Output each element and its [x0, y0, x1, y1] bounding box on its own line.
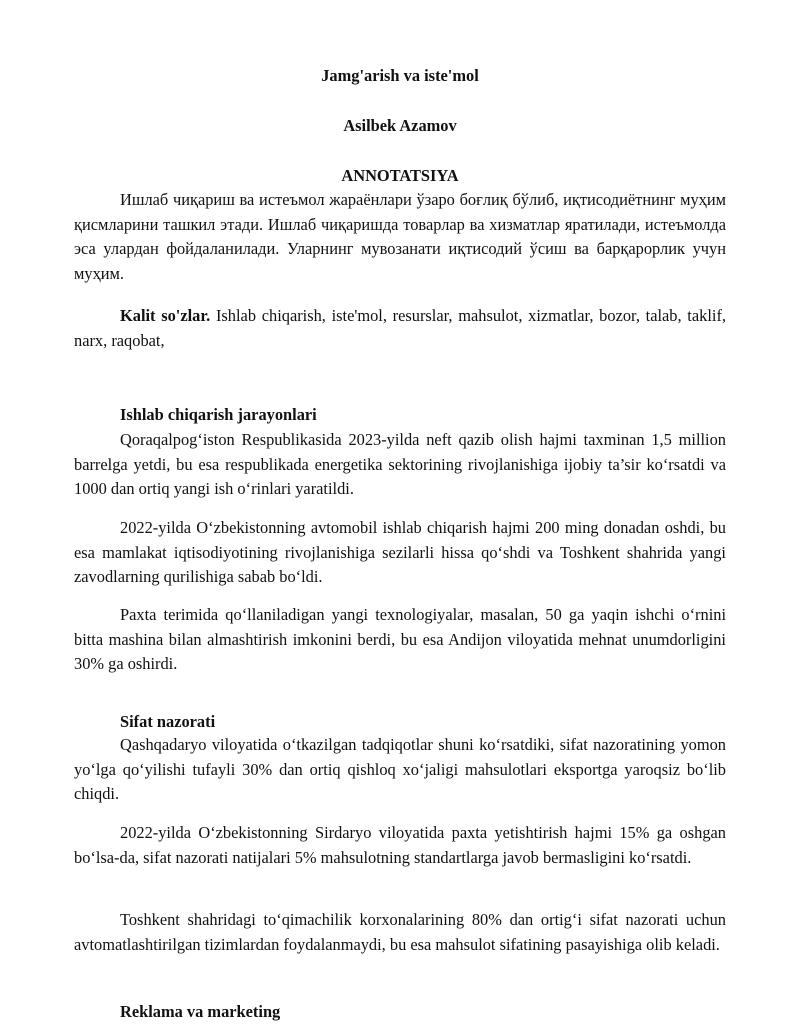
keywords-paragraph — [74, 304, 726, 353]
keywords-label: Kalit so'zlar. — [120, 306, 211, 325]
section-paragraph: Paxta terimida qo‘llaniladigan yangi texnologiyalar, masalan, 50 ga yaqin ishchi o‘rnini bitta mashina bilan almashtirish imkonini berdi, bu esa Andijon viloyatida mehnat unumdorligini 30% ga oshirdi. — [74, 605, 726, 673]
abstract-heading: ANNOTATSIYA — [341, 166, 459, 185]
section-paragraph: 2022-yilda O‘zbekistonning avtomobil ishlab chiqarish hajmi 200 ming donadan oshdi, bu esa mamlakat iqtisodiyotining rivojlanishiga sezilarli hissa qo‘shdi va Toshkent shahrida yangi zavodlarning qurilishiga sabab bo‘ldi. — [74, 518, 726, 586]
section-paragraph: Qashqadaryo viloyatida o‘tkazilgan tadqiqotlar shuni ko‘rsatdiki, sifat nazoratining yomon yo‘lga qo‘yilishi tufayli 30% dan ortiq qishloq xo‘jaligi mahsulotlari eksportga yaroqsiz bo‘lib chiqdi. — [74, 735, 726, 803]
section-paragraph: Qoraqalpog‘iston Respublikasida 2023-yilda neft qazib olish hajmi taxminan 1,5 million barrelga yetdi, bu esa respublikada energetika sektorining rivojlanishiga ijobiy ta’sir ko‘rsatdi va 1000 dan ortiq yangi ish o‘rinlari yaratildi. — [74, 430, 726, 498]
section-heading: Reklama va marketing — [120, 1002, 281, 1021]
section-heading: Sifat nazorati — [120, 712, 216, 731]
abstract-paragraph: Ишлаб чиқариш ва истеъмол жараёнлари ўзаро боғлиқ бўлиб, иқтисодиётнинг муҳим қисмларини ташкил этади. Ишлаб чиқаришда товарлар ва хизматлар яратилади, истеъмолда эса улардан фойдаланилади. Уларнинг мувозанати иқтисодий ўсиш ва барқарорлик учун муҳим. — [74, 190, 726, 283]
keywords-text: Ishlab chiqarish, iste'mol, resurslar, mahsulot, xizmatlar, bozor, talab, taklif, narx, raqobat, — [74, 306, 726, 350]
section-paragraph: 2022-yilda O‘zbekistonning Sirdaryo viloyatida paxta yetishtirish hajmi 15% ga oshgan bo‘lsa-da, sifat nazorati natijalari 5% mahsulotning standartlarga javob bermasligini ko‘rsatdi. — [74, 823, 726, 867]
author-name: Asilbek Azamov — [343, 116, 457, 135]
paper-title: Jamg'arish va iste'mol — [321, 66, 479, 85]
section-paragraph: Toshkent shahridagi to‘qimachilik korxonalarining 80% dan ortig‘i sifat nazorati uchun avtomatlashtirilgan tizimlardan foydalanmaydi, bu esa mahsulot sifatining pasayishiga olib keladi. — [74, 910, 726, 954]
section-heading: Ishlab chiqarish jarayonlari — [120, 405, 317, 424]
